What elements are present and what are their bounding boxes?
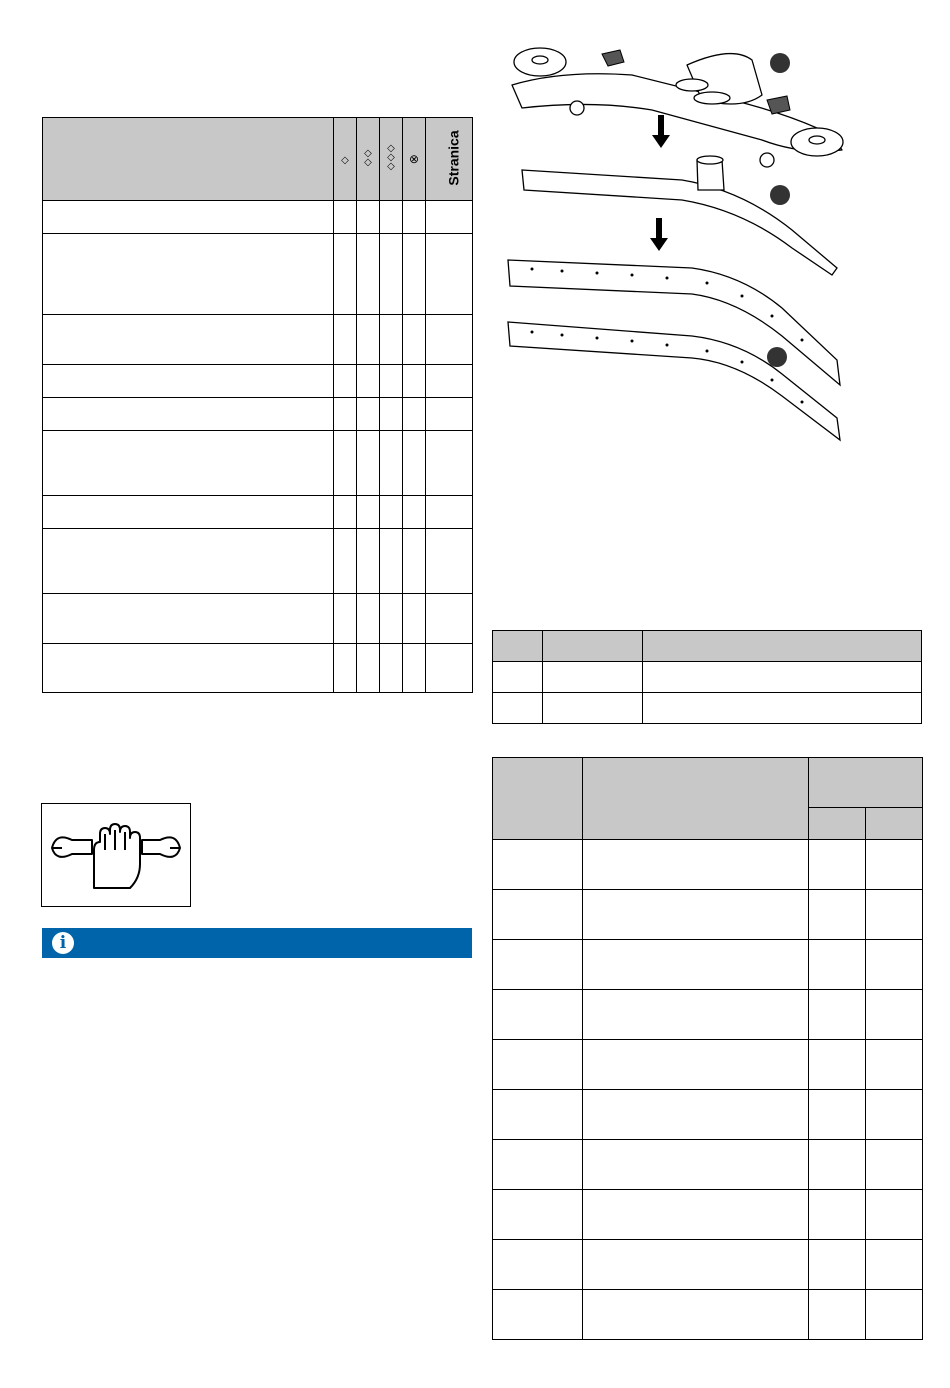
interval-monthly-header	[380, 118, 403, 201]
interval-symbol-4: ⊗	[408, 152, 420, 166]
table-row	[43, 234, 473, 315]
maintenance-header-row	[43, 118, 473, 201]
table-row	[493, 1140, 923, 1190]
interval-weekly-header	[357, 118, 380, 201]
wrench-hand-icon	[42, 804, 190, 906]
interval-symbol-2: ◇◇	[364, 147, 372, 168]
specs-table	[492, 757, 923, 1340]
callout-2	[770, 185, 790, 205]
table-row	[43, 201, 473, 234]
table-row	[43, 365, 473, 398]
specs-header-row	[493, 758, 923, 808]
maintenance-table	[42, 117, 473, 693]
page-column-label: Stranica	[445, 130, 462, 186]
table-row	[43, 431, 473, 496]
table-row	[493, 890, 923, 940]
table-row	[43, 644, 473, 693]
table-row	[43, 398, 473, 431]
table-row	[493, 1040, 923, 1090]
info-note-bar	[42, 928, 472, 958]
table-row	[493, 1090, 923, 1140]
interval-symbol-3: ◇◇◇	[387, 143, 395, 172]
table-row	[43, 496, 473, 529]
page-header-cell	[426, 118, 473, 201]
squeegee-exploded-figure	[502, 40, 852, 450]
table-row	[493, 1190, 923, 1240]
table-row	[493, 693, 922, 724]
table-row	[43, 529, 473, 594]
table-row	[493, 1290, 923, 1340]
table-row	[493, 940, 923, 990]
table-row	[493, 990, 923, 1040]
callout-1	[770, 53, 790, 73]
wrench-hand-icon-box	[41, 803, 191, 907]
interval-service-header	[403, 118, 426, 201]
table-row	[43, 315, 473, 365]
info-icon: i	[52, 932, 74, 954]
table-row	[493, 1240, 923, 1290]
interval-symbol-1: ◇	[341, 155, 349, 166]
table-row	[43, 594, 473, 644]
parts-table	[492, 630, 922, 724]
table-row	[493, 840, 923, 890]
parts-header-row	[493, 631, 922, 662]
callout-3	[767, 347, 787, 367]
table-row	[493, 662, 922, 693]
task-header-cell	[43, 118, 334, 201]
interval-daily-header	[334, 118, 357, 201]
